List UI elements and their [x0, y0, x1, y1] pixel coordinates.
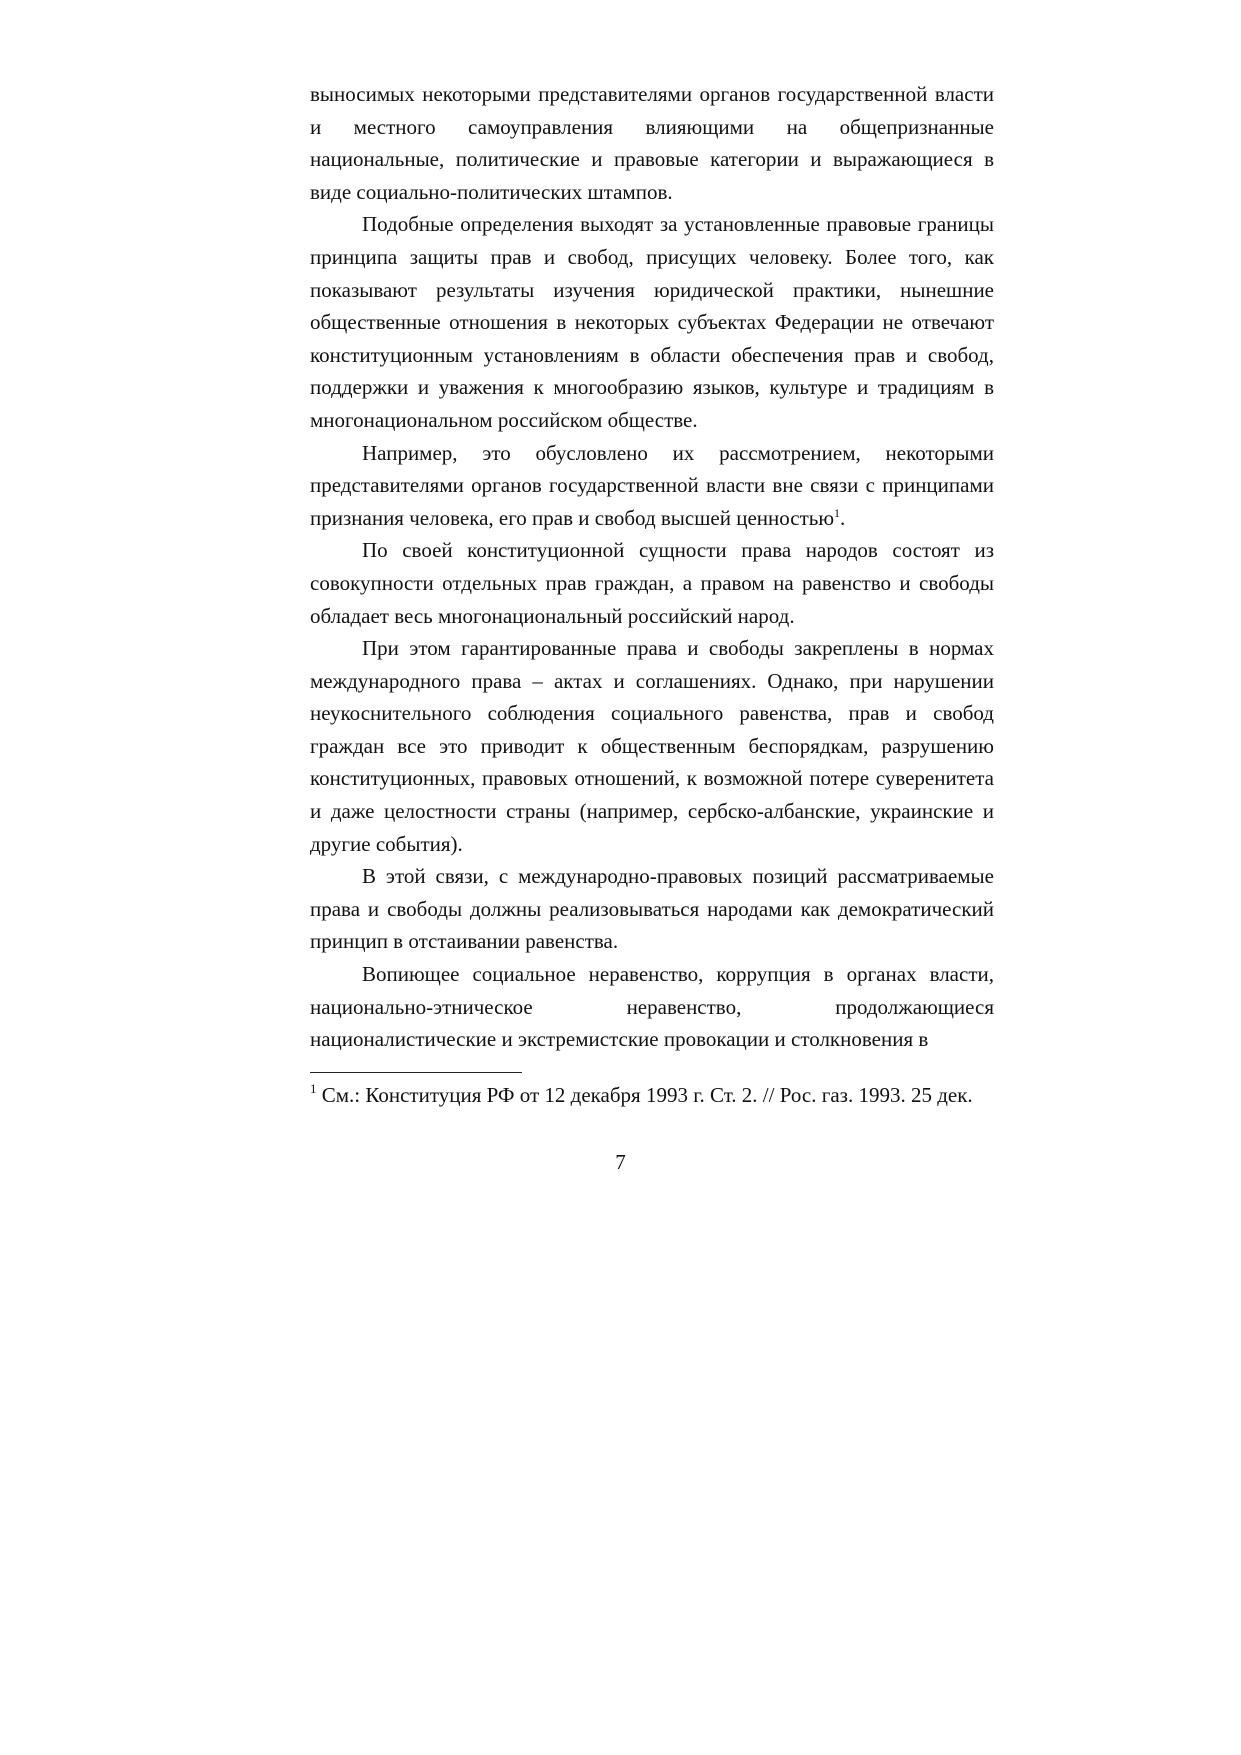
footnote-separator [310, 1072, 522, 1073]
paragraph-4: По своей конституционной сущности права народов состоят из совокупности отдельных прав граждан, а правом на равенство и свободы обладает весь многонациональный российский народ. [310, 538, 994, 628]
footnote-reference[interactable]: 1 [834, 505, 841, 520]
paragraph-1: выносимых некоторыми представителями органов государственной власти и местного самоуправления влияющими на общепризнанные национальные, политические и правовые категории и выражающиеся в виде социально-политических штампов. [310, 82, 994, 204]
paragraph-5: При этом гарантированные права и свободы закреплены в нормах международного права – актах и соглашениях. Однако, при нарушении неукоснительного соблюдения социального равенства, прав и свобод граждан все это приводит к общественным беспорядкам, разрушению конституционных, правовых отношений, к возможной потере суверенитета и даже целостности страны (например, сербско-албанские, украинские и другие события). [310, 636, 994, 856]
page-number: 7 [615, 1150, 626, 1174]
document-body [310, 78, 994, 1056]
paragraph-7: Вопиющее социальное неравенство, коррупция в органах власти, национально-этническое неравенство, продолжающиеся националистические и экстремистские провокации и столкновения в [310, 962, 994, 1052]
footnote-number: 1 [310, 1081, 317, 1096]
paragraph-6: В этой связи, с международно-правовых позиций рассматриваемые права и свободы должны реализовываться народами как демократический принцип в отстаивании равенства. [310, 864, 994, 954]
footnote [310, 1078, 994, 1112]
paragraph-3-tail: . [840, 505, 846, 530]
paragraph-3-text: Например, это обусловлено их рассмотрением, некоторыми представителями органов государственной власти вне связи с принципами признания человека, его прав и свобод высшей ценностью [310, 440, 994, 530]
paragraph-3 [310, 437, 994, 535]
footnote-text: См.: Конституция РФ от 12 декабря 1993 г. Ст. 2. // Рос. газ. 1993. 25 дек. [316, 1083, 973, 1107]
paragraph-2: Подобные определения выходят за установленные правовые границы принципа защиты прав и свобод, присущих человеку. Более того, как показывают результаты изучения юридической практики, нынешние общественные отношения в некоторых субъектах Федерации не отвечают конституционным установлениям в области обеспечения прав и свобод, поддержки и уважения к многообразию языков, культуре и традициям в многонациональном российском обществе. [310, 212, 994, 432]
